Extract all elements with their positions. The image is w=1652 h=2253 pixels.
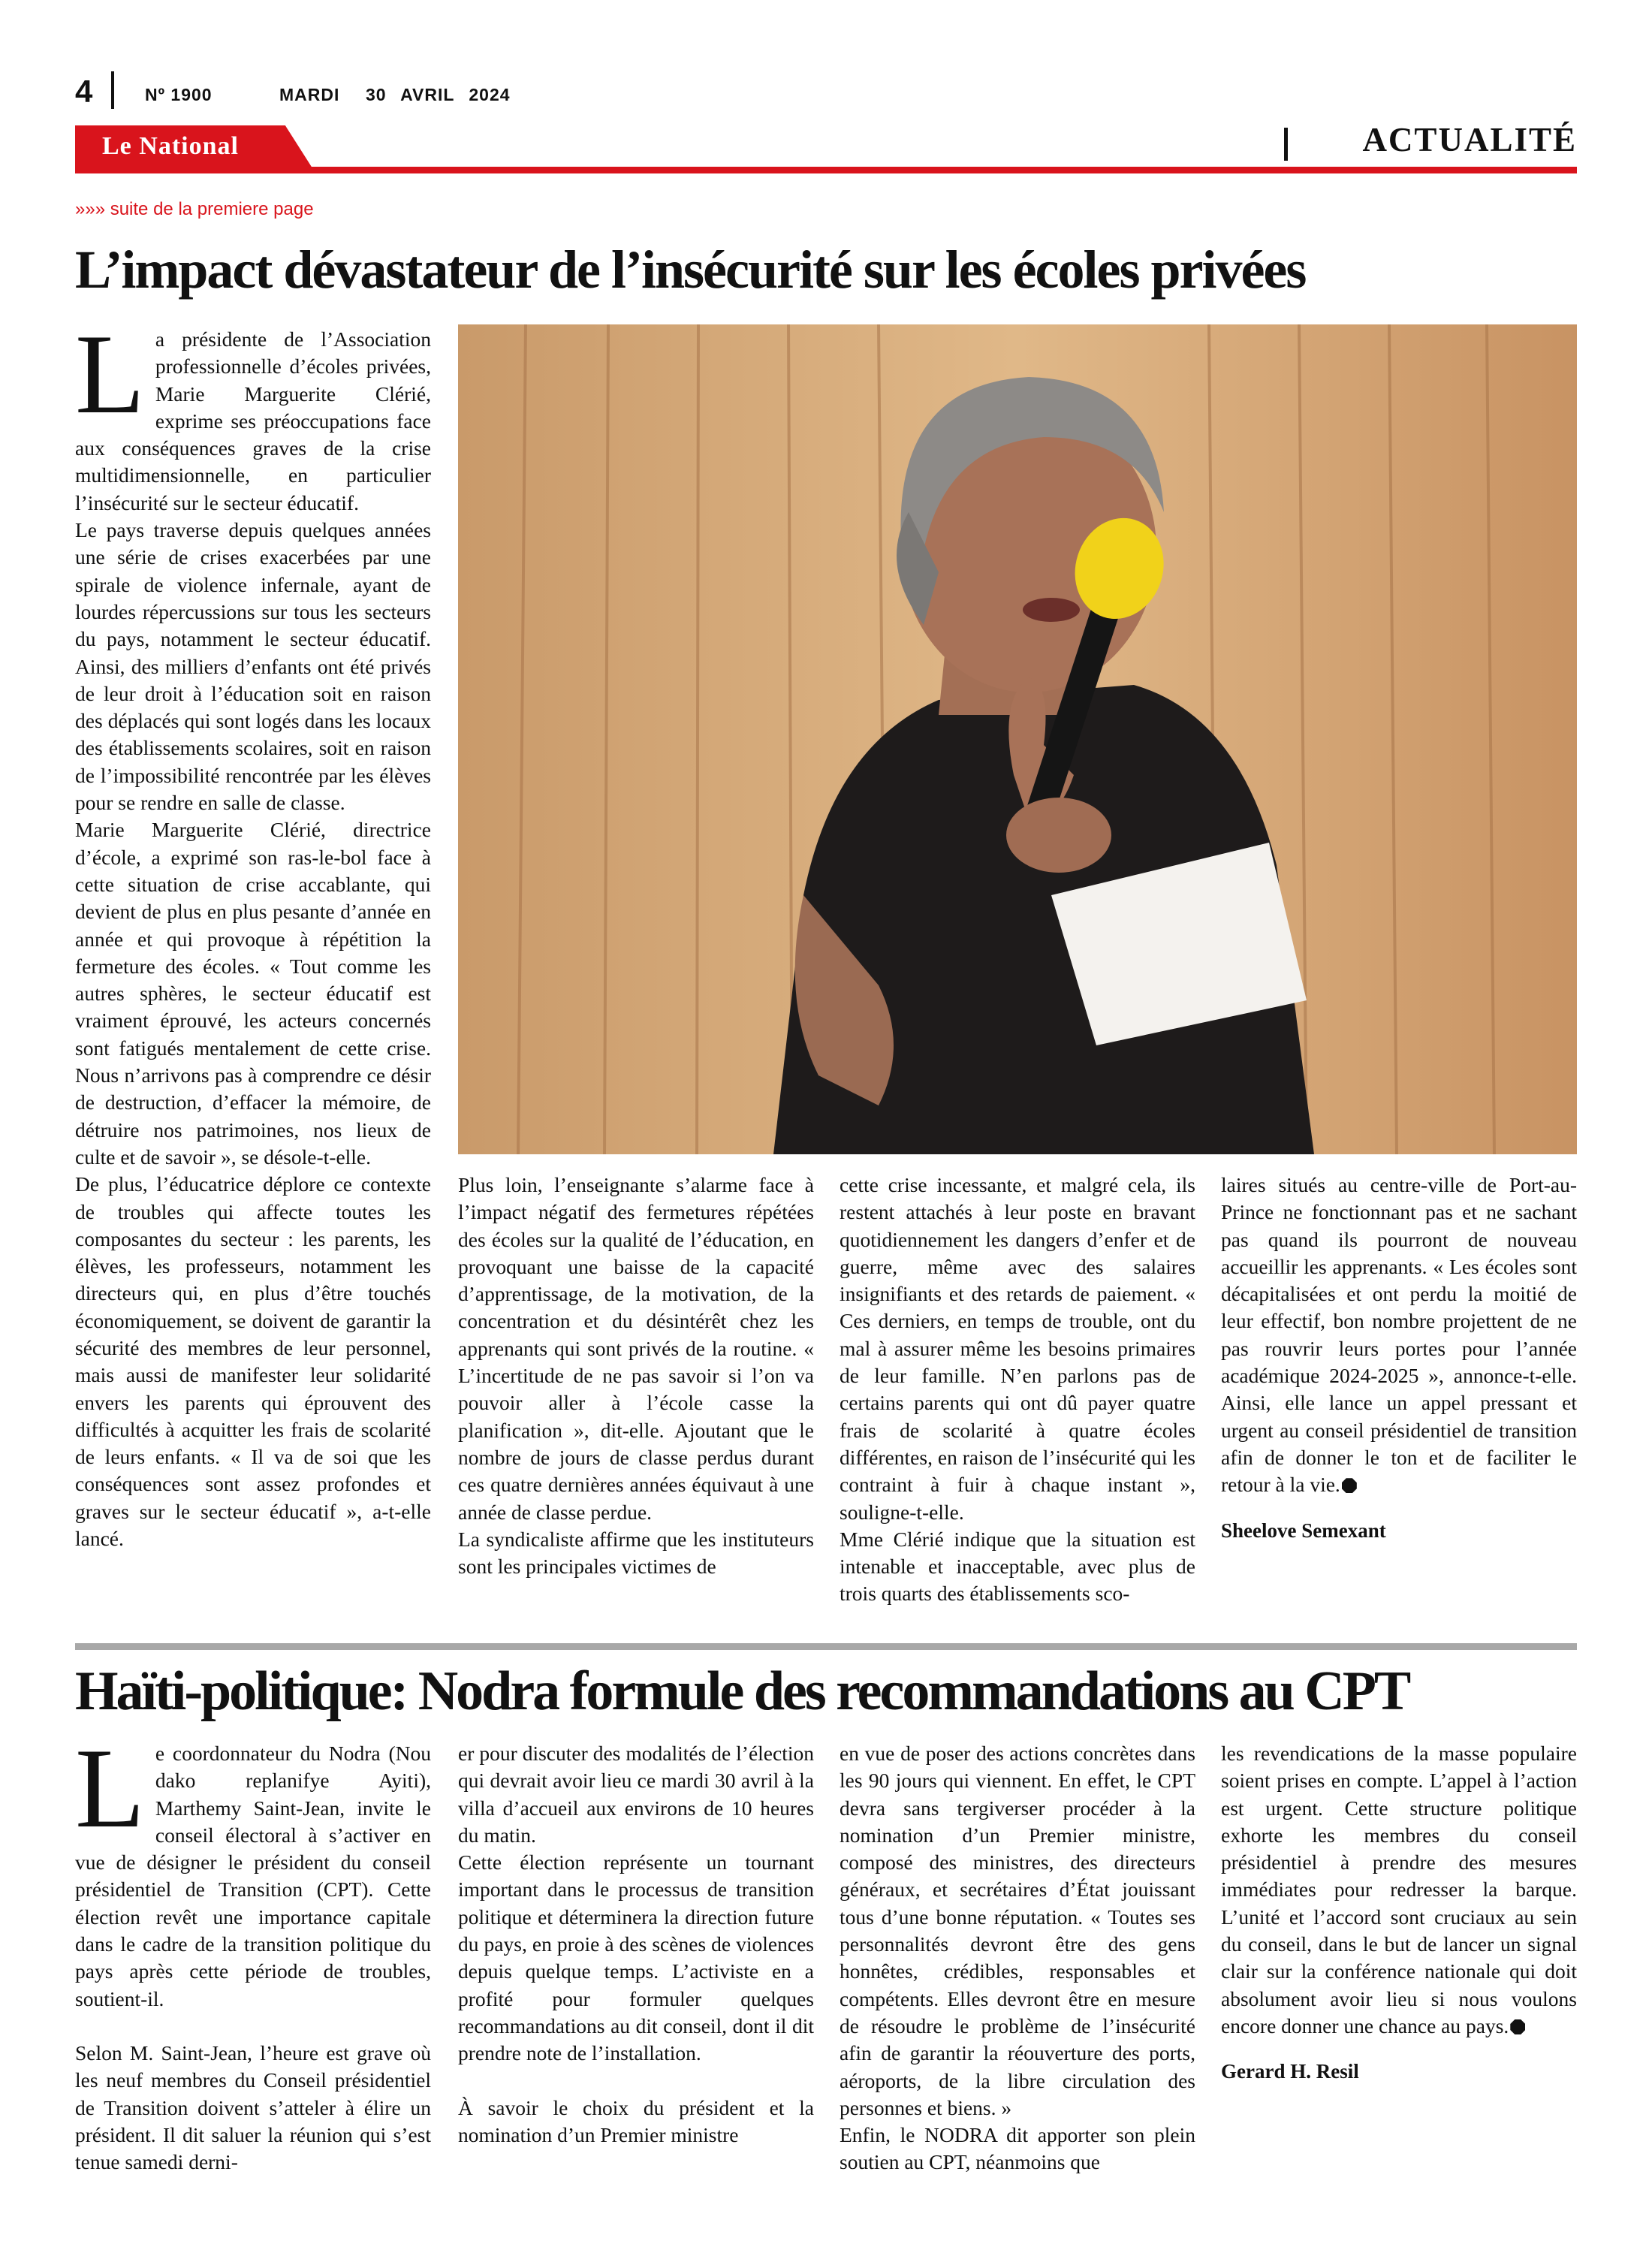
end-mark-icon [1510, 2019, 1525, 2034]
article1-column-3 [840, 1172, 1195, 1608]
article2-column-2 [458, 1740, 814, 2149]
article1-headline: L’impact dévastateur de l’insécurité sur les écoles privées [75, 240, 1306, 300]
article2-paragraph: en vue de poser des actions concrètes dans les 90 jours qui viennent. En effet, le CPT devra sans tergiverser procéder à la nomination d’un Premier ministre, composé des ministres, des directeurs généraux, et secrétaires d’État jouissant tous d’une bonne réputation. « Toutes ses personnalités devront être des gens honnêtes, crédibles, responsables et compétents. Elles devront être en mesure de résoudre le problème de l’insécurité afin de garantir la réouverture des ports, aéroports, de la libre circulation des personnes et biens. » [840, 1742, 1195, 2119]
article2-column-3 [840, 1740, 1195, 2176]
article2-headline: Haïti-politique: Nodra formule des recommandations au CPT [75, 1660, 1409, 1722]
article1-column-1 [75, 311, 431, 1552]
article1-paragraph: Le pays traverse depuis quelques années une série de crises exacerbées par une spirale de violence infernale, ayant de lourdes répercussions sur tous les secteurs du pays, notamment le secteur éducatif. Ainsi, des milliers d’enfants ont été privés de leur droit à l’éducation soit en raison des déplacés qui sont logés dans les locaux des établissements scolaires, soit en raison de l’impossibilité rencontrée par les élèves pour se rendre en salle de classe. [75, 518, 431, 815]
issue-number: Nº 1900 [145, 85, 213, 104]
masthead-title: Le National [102, 132, 239, 160]
article2-paragraph: À savoir le choix du président et la nomination d’un Premier ministre [458, 2095, 814, 2146]
article1-column-4 [1221, 1172, 1577, 1544]
article2-paragraph: les revendications de la masse populaire soient prises en compte. L’appel à l’action est urgent. Cette structure politique exhorte les membres du conseil présidentiel à prendre des mesures immédiates pour redresser la barque. L’unité et l’accord sont cruciaux au sein du conseil, dans le but de lancer un signal clair sur la conférence nationale qui doit absolument avoir lieu si nous voulons encore donner une chance au pays. [1221, 1742, 1577, 2037]
article2-paragraph: e coordonnateur du Nodra (Nou dako replanifye Ayiti), Marthemy Saint-Jean, invite le conseil électoral à s’activer en vue de désigner le président du conseil présidentiel de Transition (CPT). Cette élection revêt une importance capitale dans le cadre de la transition politique du pays après cette période de troubles, soutient-il. [75, 1742, 431, 2010]
article1-author: Sheelove Semexant [1221, 1519, 1386, 1542]
section-title: ACTUALITÉ [1362, 121, 1577, 158]
article2-paragraph: er pour discuter des modalités de l’élection qui devrait avoir lieu ce mardi 30 avril à la villa d’accueil aux environs de 10 heures du matin. [458, 1742, 814, 1847]
article2-column-4 [1221, 1740, 1577, 2086]
article1-paragraph: cette crise incessante, et malgré cela, ils restent attachés à leur poste en bravant quotidiennement les dangers d’enfer et de guerre, même avec des salaires insignifiants et des retards de paiement. « Ces derniers, en temps de trouble, ont du mal à assurer même les besoins primaires de leur famille. N’en parlons pas de certains parents qui ont dû payer quatre frais de scolarité à quatre écoles différentes, en raison de l’insécurité qui les contraint à fuir à chaque instant », souligne-t-elle. [840, 1173, 1195, 1524]
article1-photo [458, 324, 1577, 1154]
article1-paragraph: Mme Clérié indique que la situation est intenable et inacceptable, avec plus de trois quarts des établissements sco- [840, 1527, 1195, 1606]
article1-paragraph: De plus, l’éducatrice déplore ce contexte de troubles qui affecte toutes les composantes du secteur : les parents, les élèves, les professeurs, notamment les directeurs qui, en plus d’être touchés économiquement, se doivent de garantir la sécurité des membres de leur personnel, mais aussi de manifester leur solidarité envers les parents qui éprouvent des difficultés à acquitter les frais de scolarité de leurs enfants. « Il va de soi que les conséquences sont assez profondes et graves sur le secteur éducatif », a-t-elle lancé. [75, 1172, 431, 1551]
article1-paragraph: Plus loin, l’enseignante s’alarme face à l’impact négatif des fermetures répétées des écoles sur la qualité de l’éducation, en provoquant une baisse de la capacité d’apprentissage, de la motivation, de la concentration et du désintérêt chez les apprenants qui sont privés de la routine. « L’incertitude de ne pas savoir si l’on va pouvoir aller à l’école casse la planification », dit-elle. Ajoutant que le nombre de jours de classe perdus durant ces quatre dernières années équivaut à une année de classe perdue. [458, 1173, 814, 1524]
article1-paragraph: laires situés au centre-ville de Port-au-Prince ne fonctionnant pas et ne sachant pas quand ils pourront de nouveau accueillir les apprenants. « Les écoles sont décapitalisées et ont perdu la moitié de leur effectif, bon nombre projettent de ne pas rouvrir leurs portes pour l’année académique 2024-2025 », annonce-t-elle. Ainsi, elle lance un appel pressant et urgent au conseil présidentiel de transition afin de donner le ton et de faciliter le retour à la vie. [1221, 1173, 1577, 1497]
page-number: 4 [75, 74, 93, 109]
section-separator [1284, 128, 1288, 161]
article1-paragraph: Marie Marguerite Clérié, directrice d’école, a exprimé son ras-le-bol face à cette situation de crise accablante, qui devient de plus en plus pesante d’année en année et qui provoque à répétition la fermeture des écoles. « Tout comme les autres sphères, le secteur éducatif est vraiment éprouvé, les acteurs concernés sont fatigués mentalement de cette crise. Nous n’arrivons pas à comprendre ce désir de destruction, d’effacer la mémoire, de détruire nos patrimoines, nos lieux de culte et de savoir », se désole-t-elle. [75, 818, 431, 1169]
article2-paragraph: Enfin, le NODRA dit apporter son plein soutien au CPT, néanmoins que [840, 2123, 1195, 2174]
article2-drop-cap: L [75, 1725, 145, 1851]
article1-column-2 [458, 1172, 814, 1580]
article2-paragraph: Cette élection représente un tournant important dans le processus de transition politique et déterminera la direction future du pays, en proie à des scènes de violences depuis quelque temps. L’activiste en a profité pour formuler quelques recommandations au dit conseil, dont il dit prendre note de l’installation. [458, 1850, 814, 2065]
article2-author: Gerard H. Resil [1221, 2060, 1359, 2083]
article1-paragraph: a présidente de l’Association professionnelle d’écoles privées, Marie Marguerite Clérié, exprime ses préoccupations face aux conséquences graves de la crise multidimensionnelle, en particulier l’insécurité sur le secteur éducatif. [75, 327, 431, 514]
issue-date: 30 AVRIL 2024 [366, 85, 511, 104]
header-separator [111, 71, 114, 109]
issue-weekday: MARDI [279, 85, 340, 104]
article-divider [75, 1643, 1577, 1650]
article1-paragraph: La syndicaliste affirme que les instituteurs sont les principales victimes de [458, 1527, 814, 1579]
article2-column-1 [75, 1725, 431, 2176]
article2-paragraph: Selon M. Saint-Jean, l’heure est grave où les neuf membres du Conseil présidentiel de Transition doivent s’atteler à élire un président. Il dit saluer la réunion qui s’est tenue samedi derni- [75, 2040, 431, 2174]
article1-drop-cap: L [75, 311, 145, 437]
continued-kicker: »»» suite de la premiere page [75, 199, 314, 219]
end-mark-icon [1342, 1478, 1357, 1493]
speaker-photo-illustration [458, 324, 1577, 1154]
